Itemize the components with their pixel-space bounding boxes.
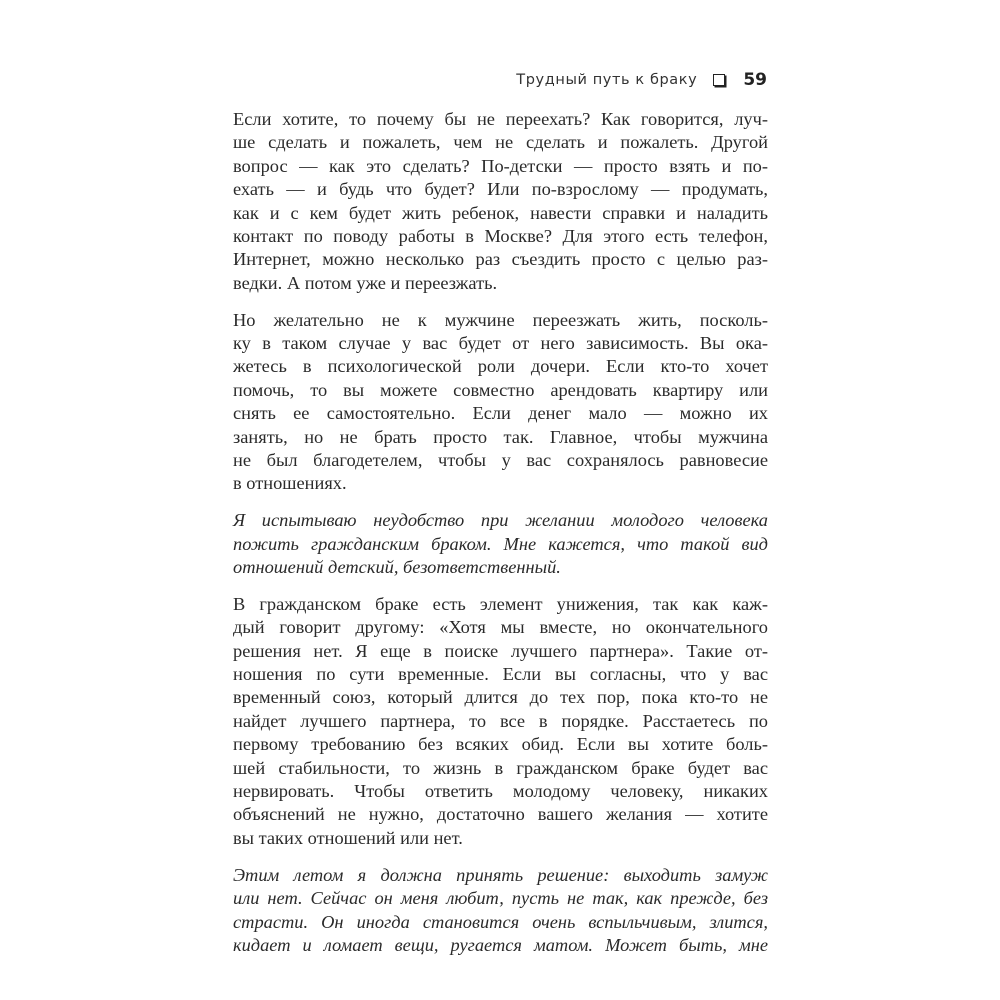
- text-line: ше сделать и пожалеть, чем не сделать и пожалеть. Другой: [233, 132, 768, 153]
- text-line: пожить гражданским браком. Мне кажется, что такой вид: [233, 533, 768, 554]
- paragraph: [233, 309, 768, 496]
- text-line: вы таких отношений или нет.: [233, 827, 463, 848]
- text-line: в отношениях.: [233, 473, 347, 494]
- text-line: как и с кем будет жить ребенок, навести справки и наладить: [233, 202, 768, 223]
- reader-question-paragraph: [233, 509, 768, 579]
- text-line: дый говорит другому: «Хотя мы вместе, но окончательного: [233, 617, 768, 638]
- text-line: жетесь в психологической роли дочери. Если кто-то хочет: [233, 356, 768, 377]
- text-line: отношений детский, безответственный.: [233, 557, 561, 578]
- running-header: [516, 68, 767, 92]
- text-line: шей стабильности, то жизнь в гражданском браке будет вас: [233, 757, 768, 778]
- page-number: 59: [743, 70, 767, 90]
- text-line: Если хотите, то почему бы не переехать? Как говорится, луч-: [233, 109, 768, 129]
- text-line: ехать — и будь что будет? Или по-взрослому — продумать,: [233, 179, 768, 200]
- text-line: ку в таком случае у вас будет от него зависимость. Вы ока-: [233, 333, 768, 354]
- text-line: занять, но не брать просто так. Главное, чтобы мужчина: [233, 426, 768, 447]
- text-line: кидает и ломает вещи, ругается матом. Может быть, мне: [233, 934, 768, 955]
- text-line: Но желательно не к мужчине переезжать жить, посколь-: [233, 309, 768, 330]
- text-line: решения нет. Я еще в поиске лучшего партнера». Такие от-: [233, 640, 768, 661]
- text-line: Я испытываю неудобство при желании молодого человека: [233, 510, 768, 531]
- text-line: не был благодетелем, чтобы у вас сохранялось равновесие: [233, 449, 768, 470]
- text-line: нервировать. Чтобы ответить молодому человеку, никаких: [233, 781, 768, 802]
- text-line: ношения по сути временные. Если вы согласны, что у вас: [233, 664, 768, 685]
- text-line: вопрос — как это сделать? По-детски — просто взять и по-: [233, 155, 768, 176]
- text-line: ведки. А потом уже и переезжать.: [233, 272, 498, 293]
- text-line: страсти. Он иногда становится очень вспыльчивым, злится,: [233, 911, 768, 932]
- text-line: В гражданском браке есть элемент унижения, так как каж-: [233, 593, 768, 614]
- text-line: первому требованию без всяких обид. Если вы хотите боль-: [233, 734, 768, 755]
- paragraph: [233, 108, 768, 295]
- text-line: или нет. Сейчас он меня любит, пусть не так, как прежде, без: [233, 888, 768, 909]
- text-line: объяснений не нужно, достаточно вашего желания — хотите: [233, 804, 768, 825]
- body-text: [233, 108, 768, 971]
- text-line: Этим летом я должна принять решение: выходить замуж: [233, 864, 768, 885]
- text-line: Интернет, можно несколько раз съездить просто с целью раз-: [233, 249, 768, 270]
- text-line: снять ее самостоятельно. Если денег мало — можно их: [233, 403, 768, 424]
- square-bullet-icon: [713, 74, 725, 86]
- paragraph: [233, 593, 768, 850]
- text-line: контакт по поводу работы в Москве? Для этого есть телефон,: [233, 225, 768, 246]
- reader-question-paragraph: [233, 864, 768, 958]
- text-line: найдет лучшего партнера, то все в порядке. Расстаетесь по: [233, 710, 768, 731]
- text-line: временный союз, который длится до тех пор, пока кто-то не: [233, 687, 768, 708]
- text-line: помочь, то вы можете совместно арендовать квартиру или: [233, 379, 768, 400]
- running-title: Трудный путь к браку: [516, 72, 698, 88]
